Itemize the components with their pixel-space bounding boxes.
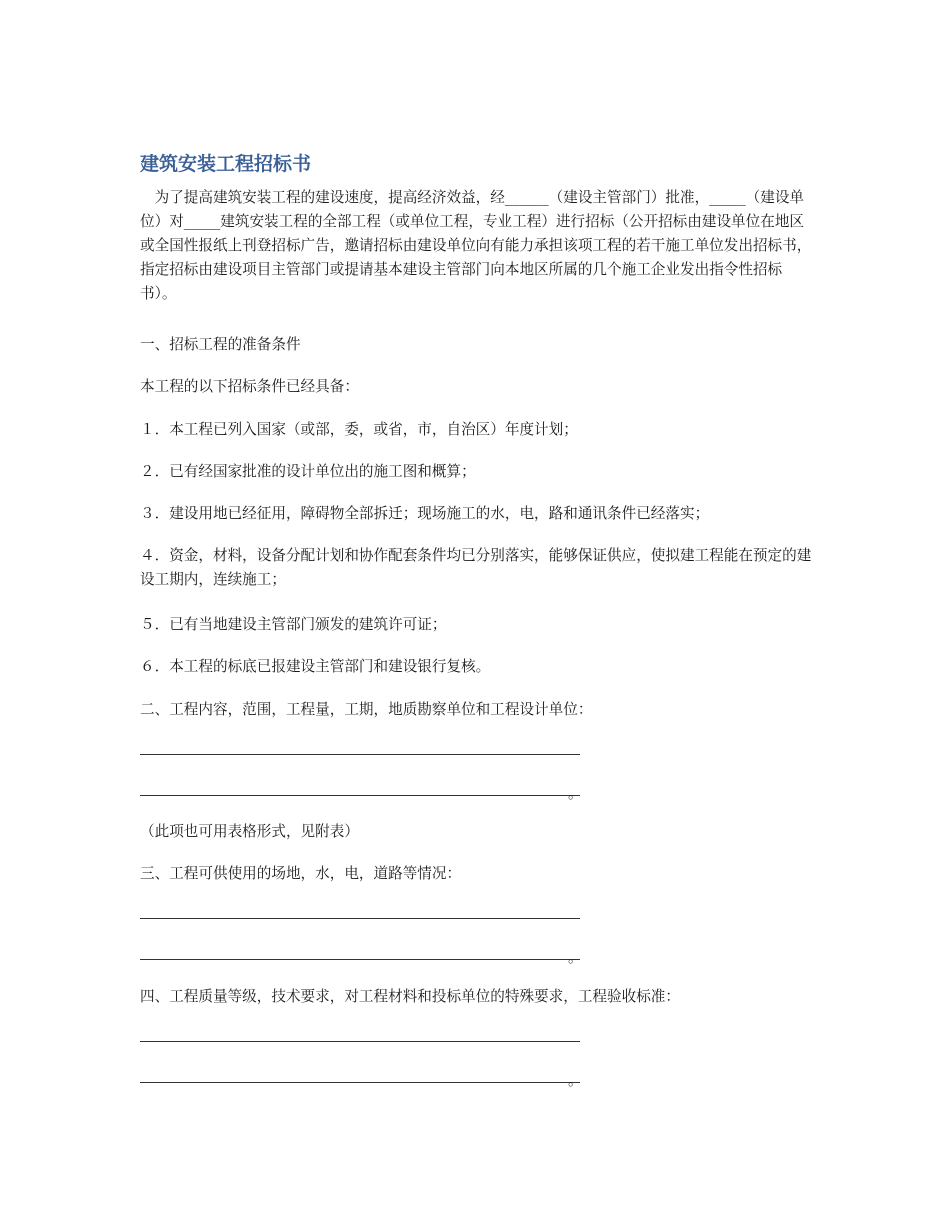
line-end-mark: 。: [568, 949, 583, 966]
list-item: １．本工程已列入国家（或部，委，或省，市，自治区）年度计划；: [140, 421, 578, 438]
line-end-mark: 。: [568, 1072, 583, 1089]
document-page: [140, 150, 812, 306]
section1-lead: 本工程的以下招标条件已经具备：: [140, 378, 359, 395]
section2-heading: 二、工程内容，范围，工程量，工期，地质勘察单位和工程设计单位：: [140, 701, 593, 718]
fill-blank-line: [140, 959, 580, 960]
line-end-mark: 。: [568, 785, 583, 802]
section2-note: （此项也可用表格形式，见附表）: [140, 823, 359, 840]
fill-blank-line: [140, 1082, 580, 1083]
list-item: ２．已有经国家批准的设计单位出的施工图和概算；: [140, 463, 476, 480]
list-item: ５．已有当地建设主管部门颁发的建筑许可证；: [140, 616, 447, 633]
intro-paragraph: 为了提高建筑安装工程的建设速度，提高经济效益，经______（建设主管部门）批准，_____（建设单位）对_____建筑安装工程的全部工程（或单位工程，专业工程）进行招标（公开招标由建设单位在地区或全国性报纸上刊登招标广告，邀请招标由建设单位向有能力承担该项工程的若干施工单位发出招标书，指定招标由建设项目主管部门或提请基本建设主管部门向本地区所属的几个施工企业发出指令性招标书）。: [140, 189, 812, 302]
section1-heading: 一、招标工程的准备条件: [140, 336, 301, 353]
list-item: ４．资金，材料，设备分配计划和协作配套条件均已分别落实，能够保证供应，使拟建工程能在预定的建设工期内，连续施工；: [140, 547, 812, 588]
document-title: 建筑安装工程招标书: [140, 153, 312, 175]
fill-blank-line: [140, 795, 580, 796]
fill-blank-line: [140, 754, 580, 755]
fill-blank-line: [140, 918, 580, 919]
fill-blank-line: [140, 1041, 580, 1042]
section4-heading: 四、工程质量等级，技术要求，对工程材料和投标单位的特殊要求，工程验收标准：: [140, 988, 680, 1005]
list-item: ３．建设用地已经征用，障碍物全部拆迁；现场施工的水，电，路和通讯条件已经落实；: [140, 505, 710, 522]
section3-heading: 三、工程可供使用的场地，水，电，道路等情况：: [140, 865, 462, 882]
list-item: ６．本工程的标底已报建设主管部门和建设银行复核。: [140, 658, 491, 675]
